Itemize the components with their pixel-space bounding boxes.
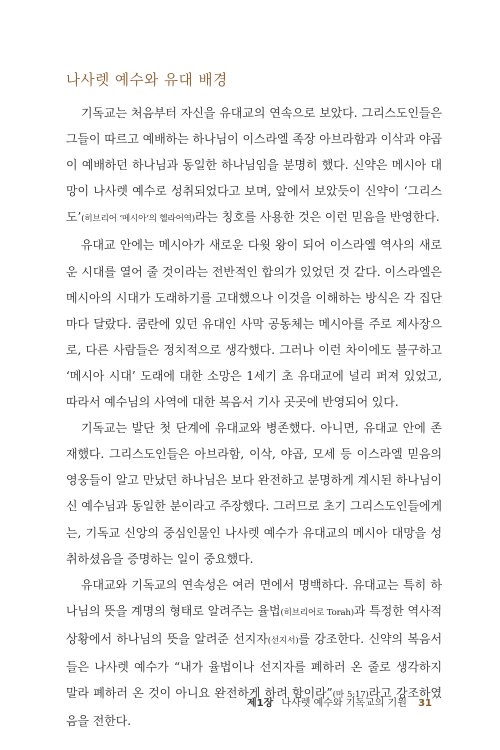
text-run: 기독교는 발단 첫 단계에 유대교와 병존했다. 아니면, 유대교 안에 존재했다. 그리스도인들은 아브라함, 이삭, 야곱, 모세 등 이스라엘 믿음의 영웅들이 알고 만났던 하나님은 보다 완전하고 분명하게 계시된 하나님이신 예수님과 동일한 분이라고 주장했다. 그러므로 초기 그리스도인들에게는, 기독교 신앙의 중심인물인 나사렛 예수가 유대교의 메시아 대망을 성취하셨음을 증명하는 일이 중요했다. (66, 421, 442, 566)
page-footer (247, 694, 432, 709)
text-run: 를 강조한다. 신약의 복음서들은 나사렛 예수가 “내가 율법이나 선지자를 폐하러 온 줄로 생각하지 말라 폐하러 온 것이 아니요 완전하게 하려 함이라” (66, 631, 442, 701)
paragraph (66, 100, 442, 232)
section-heading: 나사렛 예수와 유대 배경 (66, 73, 228, 89)
page-number: 31 (418, 698, 432, 709)
footer-chapter-title: 나사렛 예수와 기독교의 기원 (281, 698, 407, 709)
inline-note: (선지서) (267, 635, 299, 646)
paragraph (66, 415, 442, 572)
footer-chapter: 제1장 (246, 698, 274, 709)
inline-note: (히브리어로 Torah) (280, 607, 354, 618)
inline-note: (히브리어 ‘메시아’의 헬라어역) (81, 214, 195, 225)
text-run: 기독교는 처음부터 자신을 유대교의 연속으로 보았다. 그리스도인들은 그들이 따르고 예배하는 하나님이 이스라엘 족장 아브라함과 이삭과 야곱이 예배하던 하나님과 동일한 하나님임을 분명히 했다. 신약은 메시아 대망이 나사렛 예수로 성취되었다고 보며, 앞에서 보았듯이 신약이 ‘그리스도’ (66, 106, 442, 225)
text-run: 과 특정한 역사적 상황에서 하나님의 뜻을 알려준 선지자 (66, 603, 442, 646)
paragraph (66, 232, 442, 415)
text-run: 라는 칭호를 사용한 것은 이런 믿음을 반영한다. (194, 210, 440, 225)
text-run: 유대교 안에는 메시아가 새로운 다윗 왕이 되어 이스라엘 역사의 새로운 시대를 열어 줄 것이라는 전반적인 합의가 있었던 것 같다. 이스라엘은 메시아의 시대가 도래하기를 고대했으나 이것을 이해하는 방식은 각 집단마다 달랐다. 쿰란에 있던 유대인 사막 공동체는 메시아를 주로 제사장으로, 다른 사람들은 정치적으로 생각했다. 그러나 이런 차이에도 불구하고 ‘메시아 시대’ 도래에 대한 소망은 1세기 초 유대교에 널리 퍼져 있었고, 따라서 예수님의 사역에 대한 복음서 기사 곳곳에 반영되어 있다. (66, 238, 442, 410)
text-run: 라고 강조하였음을 전한다. (66, 686, 443, 729)
body-text (66, 100, 442, 734)
paragraph (66, 572, 442, 735)
text-run: 유대교와 기독교의 연속성은 여러 면에서 명백하다. 유대교는 특히 하나님의 뜻을 계명의 형태로 알려주는 율법 (66, 577, 442, 618)
inline-note: (마 5:17) (332, 690, 369, 701)
